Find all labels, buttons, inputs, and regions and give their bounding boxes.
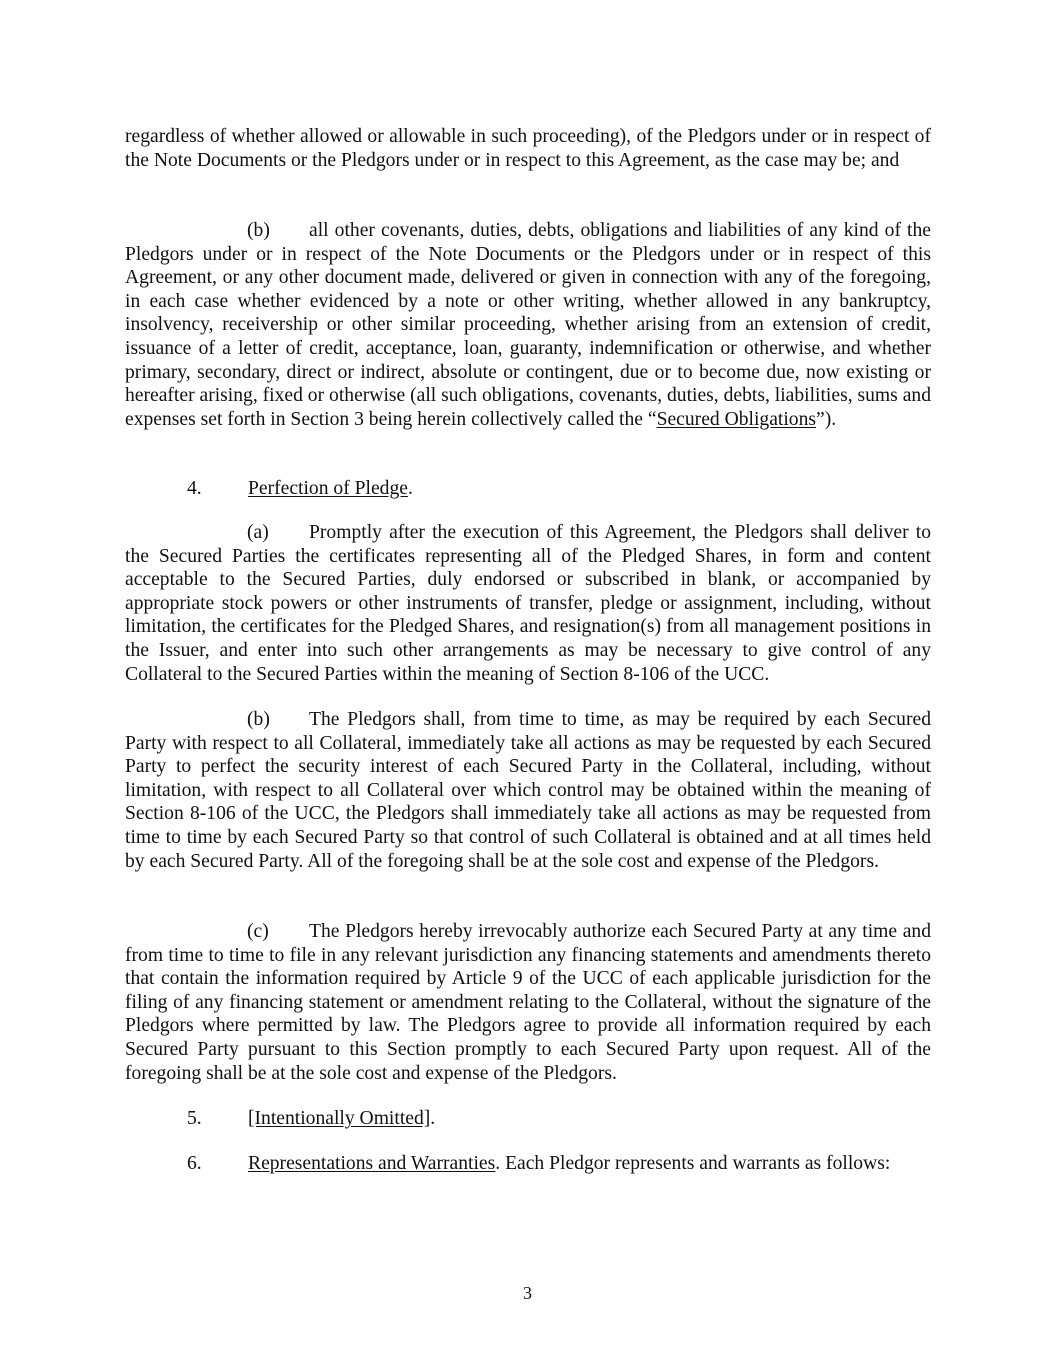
section-title: Representations and Warranties: [248, 1153, 496, 1174]
page-number: 3: [523, 1283, 532, 1303]
clause-label: (b): [247, 220, 270, 241]
section-title: [Intentionally Omitted]: [248, 1108, 431, 1129]
paragraph-text: The Pledgors shall, from time to time, as may be required by each Secured Party with respect to all Collateral, immediately take all actions as may be requested by each Secured Party to perfect the security interest of each Secured Party in the Collateral, including, without limitation, with respect to all Collateral over which control may be obtained within the meaning of Section 8-106 of the UCC, the Pledgors shall immediately take all actions as may be requested from time to time by each Secured Party so that control of such Collateral is obtained and at all times held by each Secured Party. All of the foregoing shall be at the sole cost and expense of the Pledgors.: [125, 709, 931, 872]
paragraph-3b: [125, 219, 931, 431]
section-heading-6: [187, 1152, 890, 1176]
section-number: 5.: [187, 1108, 202, 1129]
clause-label: (b): [247, 709, 270, 730]
paragraph-4a: [125, 521, 931, 686]
paragraph-continuation: regardless of whether allowed or allowable in such proceeding), of the Pledgors under or in respect of the Note Documents or the Pledgors under or in respect to this Agreement, as the case may be; and: [125, 126, 931, 171]
section-number: 4.: [187, 478, 202, 499]
paragraph-text: all other covenants, duties, debts, obligations and liabilities of any kind of the Pledgors under or in respect of the Note Documents or the Pledgors under or in respect of this Agreement, or any other document made, delivered or given in connection with any of the foregoing, in each case whether evidenced by a note or other writing, whether allowed in any bankruptcy, insolvency, receivership or other similar proceeding, whether arising from an extension of credit, issuance of a letter of credit, acceptance, loan, guaranty, indemnification or otherwise, and whether primary, secondary, direct or indirect, absolute or contingent, due or to become due, now existing or hereafter arising, fixed or otherwise (all such obligations, covenants, duties, debts, liabilities, sums and expenses set forth in Section 3 being herein collectively called the “: [125, 220, 931, 430]
section-heading-5: [187, 1107, 435, 1131]
paragraph-text: The Pledgors hereby irrevocably authorize each Secured Party at any time and from time to time to file in any relevant jurisdiction any financing statements and amendments thereto that contain the information required by Article 9 of the UCC of each applicable jurisdiction for the filing of any financing statement or amendment relating to the Collateral, without the signature of the Pledgors where permitted by law. The Pledgors agree to provide all information required by each Secured Party pursuant to this Section promptly to each Secured Party upon request. All of the foregoing shall be at the sole cost and expense of the Pledgors.: [125, 921, 931, 1084]
clause-label: (a): [247, 522, 269, 543]
section-number: 6.: [187, 1153, 202, 1174]
section-title-punct: .: [407, 478, 413, 499]
paragraph-4b: [125, 708, 931, 873]
section-title-punct: .: [430, 1108, 436, 1129]
section-title-punct: . Each Pledgor represents and warrants as follows:: [495, 1153, 891, 1174]
paragraph-text-end: ”).: [816, 408, 837, 430]
section-heading-4: [187, 477, 413, 501]
paragraph-4c: [125, 920, 931, 1085]
clause-label: (c): [247, 921, 269, 942]
section-title: Perfection of Pledge: [248, 478, 408, 499]
paragraph-text: Promptly after the execution of this Agreement, the Pledgors shall deliver to the Secured Parties the certificates representing all of the Pledged Shares, in form and content acceptable to the Secured Parties, duly endorsed or subscribed in blank, or accompanied by appropriate stock powers or other instruments of transfer, pledge or assignment, including, without limitation, the certificates for the Pledged Shares, and resignation(s) from all management positions in the Issuer, and enter into such other arrangements as may be necessary to give control of any Collateral to the Secured Parties within the meaning of Section 8-106 of the UCC.: [125, 522, 931, 685]
defined-term: Secured Obligations: [656, 408, 817, 430]
